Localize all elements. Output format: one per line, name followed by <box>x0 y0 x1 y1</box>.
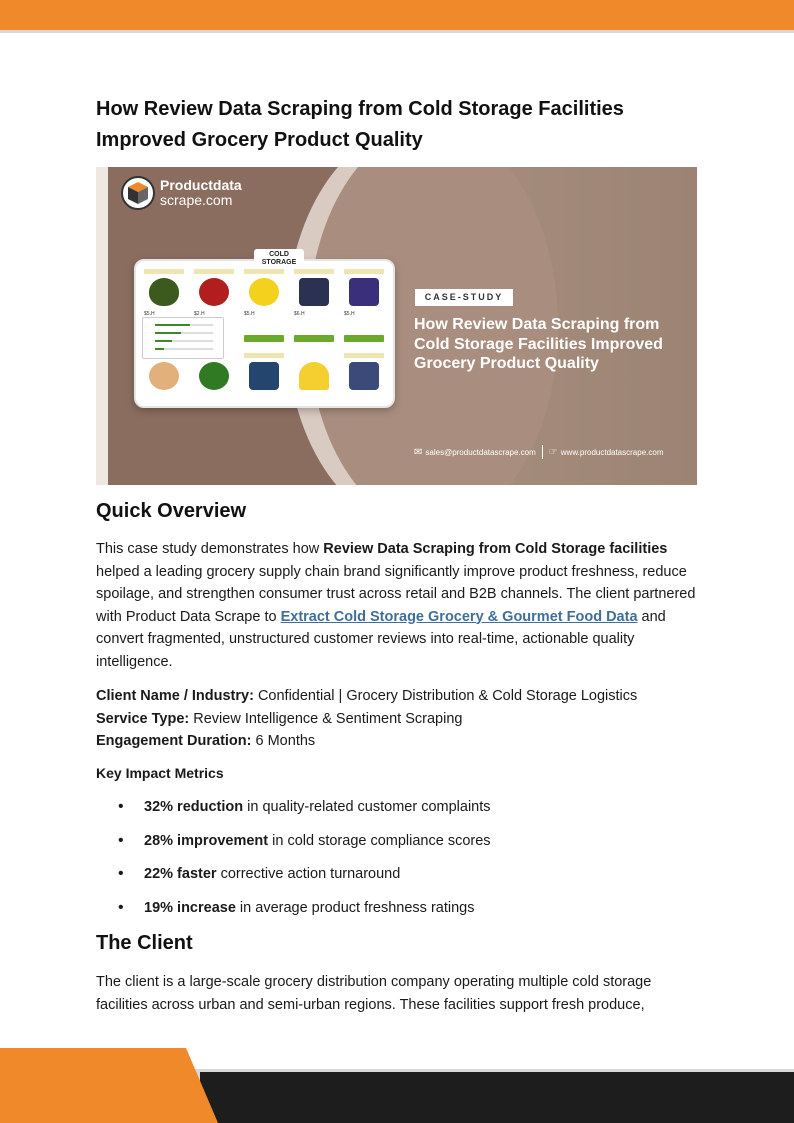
product-blueberry-pack: $6.H <box>290 265 338 331</box>
header-orange-bar <box>0 0 794 30</box>
footer-orange-block <box>0 1048 218 1123</box>
banner-contacts <box>414 445 694 459</box>
footer-dark-bar <box>200 1072 794 1123</box>
product-blueberry-box <box>240 349 288 408</box>
list-item: • 22% faster corrective action turnaround <box>96 863 696 897</box>
page-title: How Review Data Scraping from Cold Storage Facilities Improved Grocery Product Quality <box>96 98 624 151</box>
product-apple: $2.H <box>190 265 238 331</box>
impact-metrics-list <box>96 796 696 930</box>
product-bananas <box>290 349 338 408</box>
case-study-banner <box>96 167 697 485</box>
add-to-cart-button <box>294 335 334 342</box>
cube-logo-icon <box>120 175 156 211</box>
product-lemon: $5.H <box>240 265 288 331</box>
brand-logo <box>120 175 242 211</box>
overview-paragraph: This case study demonstrates how Review Data Scraping from Cold Storage facilities helped a leading grocery supply chain brand significantly improve product freshness, reduce spoilage, and strengthen consumer trust across retail and B2B channels. The client partnered with Product Data Scrape to Extract Cold Storage Grocery & Gourmet Food Data and convert fragmented, unstructured customer reviews into real-time, actionable quality intelligence. <box>96 541 696 670</box>
brand-name-line2: scrape.com <box>160 192 233 208</box>
metrics-heading: Key Impact Metrics <box>96 765 224 781</box>
mail-icon: ✉ <box>414 446 423 458</box>
case-study-pill: CASE-STUDY <box>415 289 513 306</box>
header-bar-shadow <box>0 30 794 33</box>
product-berries-box <box>340 349 388 408</box>
extract-data-link[interactable]: Extract Cold Storage Grocery & Gourmet Food Data <box>280 608 638 625</box>
web-icon: ☞ <box>548 446 558 458</box>
product-avocado: $5.H <box>140 265 188 331</box>
product-grid-mockup <box>134 259 395 408</box>
cold-storage-badge: COLD STORAGE <box>254 249 304 269</box>
product-joyvio-pack: $5.H <box>340 265 388 331</box>
contact-email: sales@productdatascrape.com <box>425 447 536 457</box>
add-to-cart-button <box>344 335 384 342</box>
add-to-cart-button <box>244 335 284 342</box>
banner-left-stripe <box>96 167 108 485</box>
section-heading-client: The Client <box>96 932 193 954</box>
brand-name-line1: Productdata <box>160 177 242 193</box>
client-meta <box>96 685 716 753</box>
meta-client: Client Name / Industry: Confidential | Grocery Distribution & Cold Storage Logistics <box>96 688 638 704</box>
list-item: • 32% reduction in quality-related customer complaints <box>96 796 696 830</box>
list-item: • 28% improvement in cold storage compliance scores <box>96 830 696 864</box>
meta-duration: Engagement Duration: 6 Months <box>96 733 316 749</box>
section-heading-overview: Quick Overview <box>96 500 247 522</box>
client-paragraph: The client is a large-scale grocery distribution company operating multiple cold storage facilities across urban and semi-urban regions. These facilities support fresh produce, <box>96 974 652 1013</box>
rating-popup <box>142 317 224 359</box>
banner-headline: How Review Data Scraping from Cold Storage Facilities Improved Grocery Product Quality <box>414 316 663 372</box>
meta-service: Service Type: Review Intelligence & Sentiment Scraping <box>96 710 463 727</box>
contact-website: www.productdatascrape.com <box>560 447 664 457</box>
list-item: • 19% increase in average product freshness ratings <box>96 897 696 931</box>
